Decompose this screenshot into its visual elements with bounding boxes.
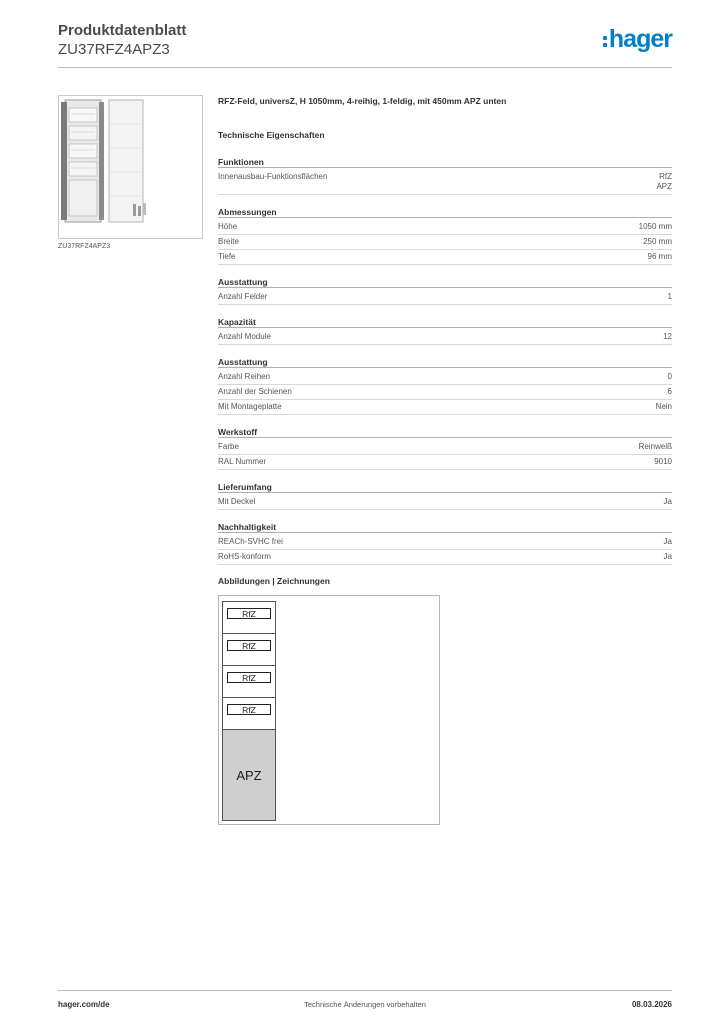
technical-properties-heading: Technische Eigenschaften xyxy=(218,130,325,140)
spec-label: Anzahl Module xyxy=(218,332,271,341)
spec-row xyxy=(218,535,672,550)
rfz-label: RfZ xyxy=(227,608,271,619)
spec-group xyxy=(218,481,672,510)
spec-value-line: APZ xyxy=(656,182,672,191)
document-title: Produktdatenblatt xyxy=(58,22,187,39)
spec-group-title: Ausstattung xyxy=(218,276,672,288)
spec-value xyxy=(664,552,672,562)
spec-value-line: RfZ xyxy=(659,172,672,181)
spec-value-line: 250 mm xyxy=(643,237,672,246)
page-footer xyxy=(58,990,672,1024)
product-image xyxy=(58,95,203,239)
spec-label: Anzahl Reihen xyxy=(218,372,271,381)
spec-value xyxy=(664,497,672,507)
spec-value-line: Ja xyxy=(663,552,672,561)
field-drawing xyxy=(218,595,440,825)
rfz-label: RfZ xyxy=(227,704,271,715)
footer-notice: Technische Änderungen vorbehalten xyxy=(304,1000,426,1009)
footer-website[interactable]: hager.com/de xyxy=(58,1000,110,1009)
spec-group xyxy=(218,276,672,305)
spec-value-line: 12 xyxy=(663,332,672,341)
specification-table xyxy=(218,156,672,576)
spec-value xyxy=(654,457,672,467)
spec-value-line: 1 xyxy=(667,292,672,301)
spec-group xyxy=(218,521,672,565)
spec-row xyxy=(218,550,672,565)
rfz-cell xyxy=(223,634,275,666)
rfz-label: RfZ xyxy=(227,640,271,651)
spec-group xyxy=(218,426,672,470)
spec-value-line: 1050 mm xyxy=(638,222,672,231)
spec-value-line: Nein xyxy=(655,402,672,411)
spec-group xyxy=(218,206,672,265)
spec-group-title: Lieferumfang xyxy=(218,481,672,493)
spec-label: RoHS-konform xyxy=(218,552,271,561)
spec-value xyxy=(639,222,672,232)
spec-group xyxy=(218,316,672,345)
product-photo-icon xyxy=(59,96,202,238)
spec-row xyxy=(218,440,672,455)
spec-value xyxy=(668,292,672,302)
apz-cell xyxy=(223,730,275,820)
spec-value-line: Ja xyxy=(663,497,672,506)
spec-label: Mit Montageplatte xyxy=(218,402,282,411)
spec-label: RAL Nummer xyxy=(218,457,267,466)
spec-value xyxy=(668,372,672,382)
spec-row xyxy=(218,290,672,305)
footer-date: 08.03.2026 xyxy=(631,1000,672,1009)
apz-label: APZ xyxy=(236,768,262,783)
spec-group-title: Werkstoff xyxy=(218,426,672,438)
product-description: RFZ-Feld, universZ, H 1050mm, 4-reihig, 1-feldig, mit 450mm APZ unten xyxy=(218,96,507,106)
spec-group-title: Abmessungen xyxy=(218,206,672,218)
spec-label: Breite xyxy=(218,237,239,246)
spec-row xyxy=(218,495,672,510)
spec-group-title: Funktionen xyxy=(218,156,672,168)
spec-value-line: 6 xyxy=(667,387,672,396)
rfz-cell xyxy=(223,698,275,730)
spec-group-title: Nachhaltigkeit xyxy=(218,521,672,533)
spec-value xyxy=(639,442,672,452)
spec-row xyxy=(218,400,672,415)
spec-value-line: Reinweiß xyxy=(638,442,672,451)
hager-logo xyxy=(603,24,672,54)
spec-row xyxy=(218,235,672,250)
spec-value-line: 0 xyxy=(667,372,672,381)
spec-group xyxy=(218,356,672,415)
rfz-cell xyxy=(223,602,275,634)
spec-value xyxy=(643,237,672,247)
rfz-label: RfZ xyxy=(227,672,271,683)
field-column-diagram xyxy=(222,601,276,821)
spec-row xyxy=(218,455,672,470)
spec-label: Tiefe xyxy=(218,252,236,261)
logo-dots-icon xyxy=(603,36,607,47)
spec-value-line: 96 mm xyxy=(647,252,672,261)
product-image-caption: ZU37RFZ4APZ3 xyxy=(58,243,111,250)
spec-value xyxy=(648,252,672,262)
logo-text: hager xyxy=(608,25,672,53)
spec-label: Farbe xyxy=(218,442,239,451)
spec-row xyxy=(218,250,672,265)
spec-value xyxy=(668,387,672,397)
spec-value xyxy=(656,402,672,412)
spec-value-line: 9010 xyxy=(654,457,672,466)
spec-group-title: Ausstattung xyxy=(218,356,672,368)
spec-value-line: Ja xyxy=(663,537,672,546)
spec-row xyxy=(218,330,672,345)
spec-row xyxy=(218,220,672,235)
spec-label: Anzahl Felder xyxy=(218,292,268,301)
spec-row xyxy=(218,370,672,385)
spec-row xyxy=(218,170,672,195)
spec-label: Innenausbau-Funktionsflächen xyxy=(218,172,328,181)
spec-group-title: Kapazität xyxy=(218,316,672,328)
spec-label: Mit Deckel xyxy=(218,497,256,506)
page-header xyxy=(58,20,672,68)
rfz-cell xyxy=(223,666,275,698)
spec-label: Anzahl der Schienen xyxy=(218,387,292,396)
spec-value xyxy=(656,172,672,192)
spec-group xyxy=(218,156,672,195)
drawings-heading: Abbildungen | Zeichnungen xyxy=(218,576,330,586)
spec-value xyxy=(664,537,672,547)
spec-row xyxy=(218,385,672,400)
spec-value xyxy=(663,332,672,342)
spec-label: Höhe xyxy=(218,222,238,231)
product-reference: ZU37RFZ4APZ3 xyxy=(58,41,170,58)
spec-label: REACh-SVHC frei xyxy=(218,537,283,546)
